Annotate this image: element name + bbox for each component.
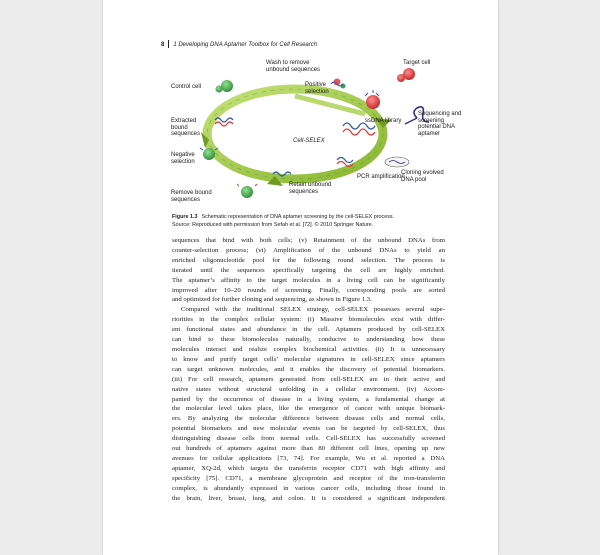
text-line: the molecular level takes place, like the emergence of cancer with unique biomark- <box>172 405 445 413</box>
target-cell-icon <box>397 68 415 82</box>
control-cell-icon <box>216 80 234 93</box>
label-negative-selection: Negative selection <box>171 152 195 165</box>
text-line: ent functional states and abundance in the cell. Aptamers produced by cell-SELEX <box>172 326 445 334</box>
running-header <box>161 40 317 48</box>
text-line: avenues for cellular applications [73, 74]. For example, Wu et al. reported a DNA <box>172 454 445 462</box>
label-wash: Wash to remove unbound sequences <box>266 60 321 73</box>
running-title: 1 Developing DNA Aptamer Toolbox for Cell Research <box>173 42 318 48</box>
label-extracted: Extracted bound sequences <box>171 118 201 138</box>
figure-cell-selex <box>165 56 462 208</box>
body-text <box>172 236 445 503</box>
label-target-cell: Target cell <box>403 60 431 66</box>
text-line: counter-selection process; (vi) Amplification of the unbound DNAs to yield an <box>172 246 445 254</box>
text-line: enriched oligonucleotide pool for the following round selection. The process is <box>172 256 445 264</box>
text-line: The aptamer’s affinity to the target molecules in a living cell can be significantly <box>172 276 445 284</box>
page-number: 8 <box>161 42 165 48</box>
remove-bound-icon <box>237 184 257 198</box>
text-line: out hundreds of aptamers against more than 80 different cell lines, opening up new <box>172 445 445 453</box>
extracted-sequences-icon <box>215 118 233 126</box>
book-page <box>103 0 498 555</box>
text-line: distinguishing disease cells from normal cells. Cell-SELEX has successfully screened <box>172 435 445 443</box>
ssdna-library-icon <box>343 123 375 135</box>
text-line: to know and purify target cells’ molecular signatures in cell-SELEX since aptamers <box>172 355 445 363</box>
text-line: native states without structural unfolding in a cellular environment. (iv) Accom- <box>172 385 445 393</box>
text-line: sequences that bind with both cells; (v) Retainment of the unbound DNAs from <box>172 237 445 244</box>
text-line: (iii) For cell research, aptamers generated from cell-SELEX are in their active and <box>172 375 445 383</box>
text-line: improved after 10–20 rounds of screening. Finally, corresponding pools are sorted <box>172 286 445 294</box>
text-line: Compared with the traditional SELEX strategy, cell-SELEX possesses several supe- <box>181 306 445 314</box>
text-line: can target unknown molecules, and it enables the discovery of potential biomarkers. <box>172 365 445 373</box>
text-line: riorities in the complex cellular system: (i) Massive biomolecules exist with differ- <box>172 316 445 324</box>
text-line: can bind to these biomolecules naturally, conducive to understanding how these <box>172 336 445 344</box>
text-line: the brain, liver, breast, lung, and colon. It is considered a significant independent <box>172 494 445 502</box>
label-retain: Retain unbound sequences <box>289 182 332 195</box>
caption-line: Source: Reproduced with permission from Sefah et al. [72]. © 2010 Springer Nature. <box>172 221 374 228</box>
label-cloning: Cloning evolved DNA pool <box>401 170 444 183</box>
header-divider <box>168 40 169 48</box>
text-line: potential biomarkers and new molecular events can be targeted by cell-SELEX, thus <box>172 425 445 433</box>
text-line: and optimized for further cloning and sequencing, as shown in Figure 1.3. <box>172 296 372 304</box>
text-line: aptamer, XQ-2d, which targets the transferrin receptor CD71 with high affinity and <box>172 464 445 472</box>
cloning-pool-icon <box>385 157 409 167</box>
label-remove: Remove bound sequences <box>171 190 212 203</box>
wash-sequences-icon <box>331 79 346 89</box>
label-control-cell: Control cell <box>171 84 202 90</box>
label-cell-selex: Cell-SELEX <box>293 138 325 144</box>
text-line: iterated until the sequences specifically targeting the cell are highly enriched. <box>172 266 445 274</box>
text-line: complex, is abundantly expressed in various cancer cells, including those found in <box>172 484 445 492</box>
label-sequencing: Sequencing and screening potential DNA aptamer <box>418 111 462 137</box>
text-line: specificity [75]. CD71, a membrane glycoprotein and receptor of the iron-transferrin <box>172 474 445 482</box>
label-pcr: PCR amplification <box>357 174 405 180</box>
text-line: ers. By analyzing the molecular difference between disease cells and normal cells, <box>172 415 445 423</box>
caption-line: Schematic representation of DNA aptamer screening by the cell-SELEX process. <box>201 214 395 220</box>
label-ssdna-library: ssDNA library <box>365 118 402 124</box>
label-positive-selection: Positive selection <box>305 82 329 95</box>
figure-caption <box>172 214 444 230</box>
text-line: molecules interact and realize complex biochemical activities. (ii) It is unnecessary <box>172 345 445 353</box>
caption-label: Figure 1.3 <box>172 214 198 220</box>
text-line: panied by the occurrence of disease in a living system, a fundamental change at <box>172 395 445 403</box>
